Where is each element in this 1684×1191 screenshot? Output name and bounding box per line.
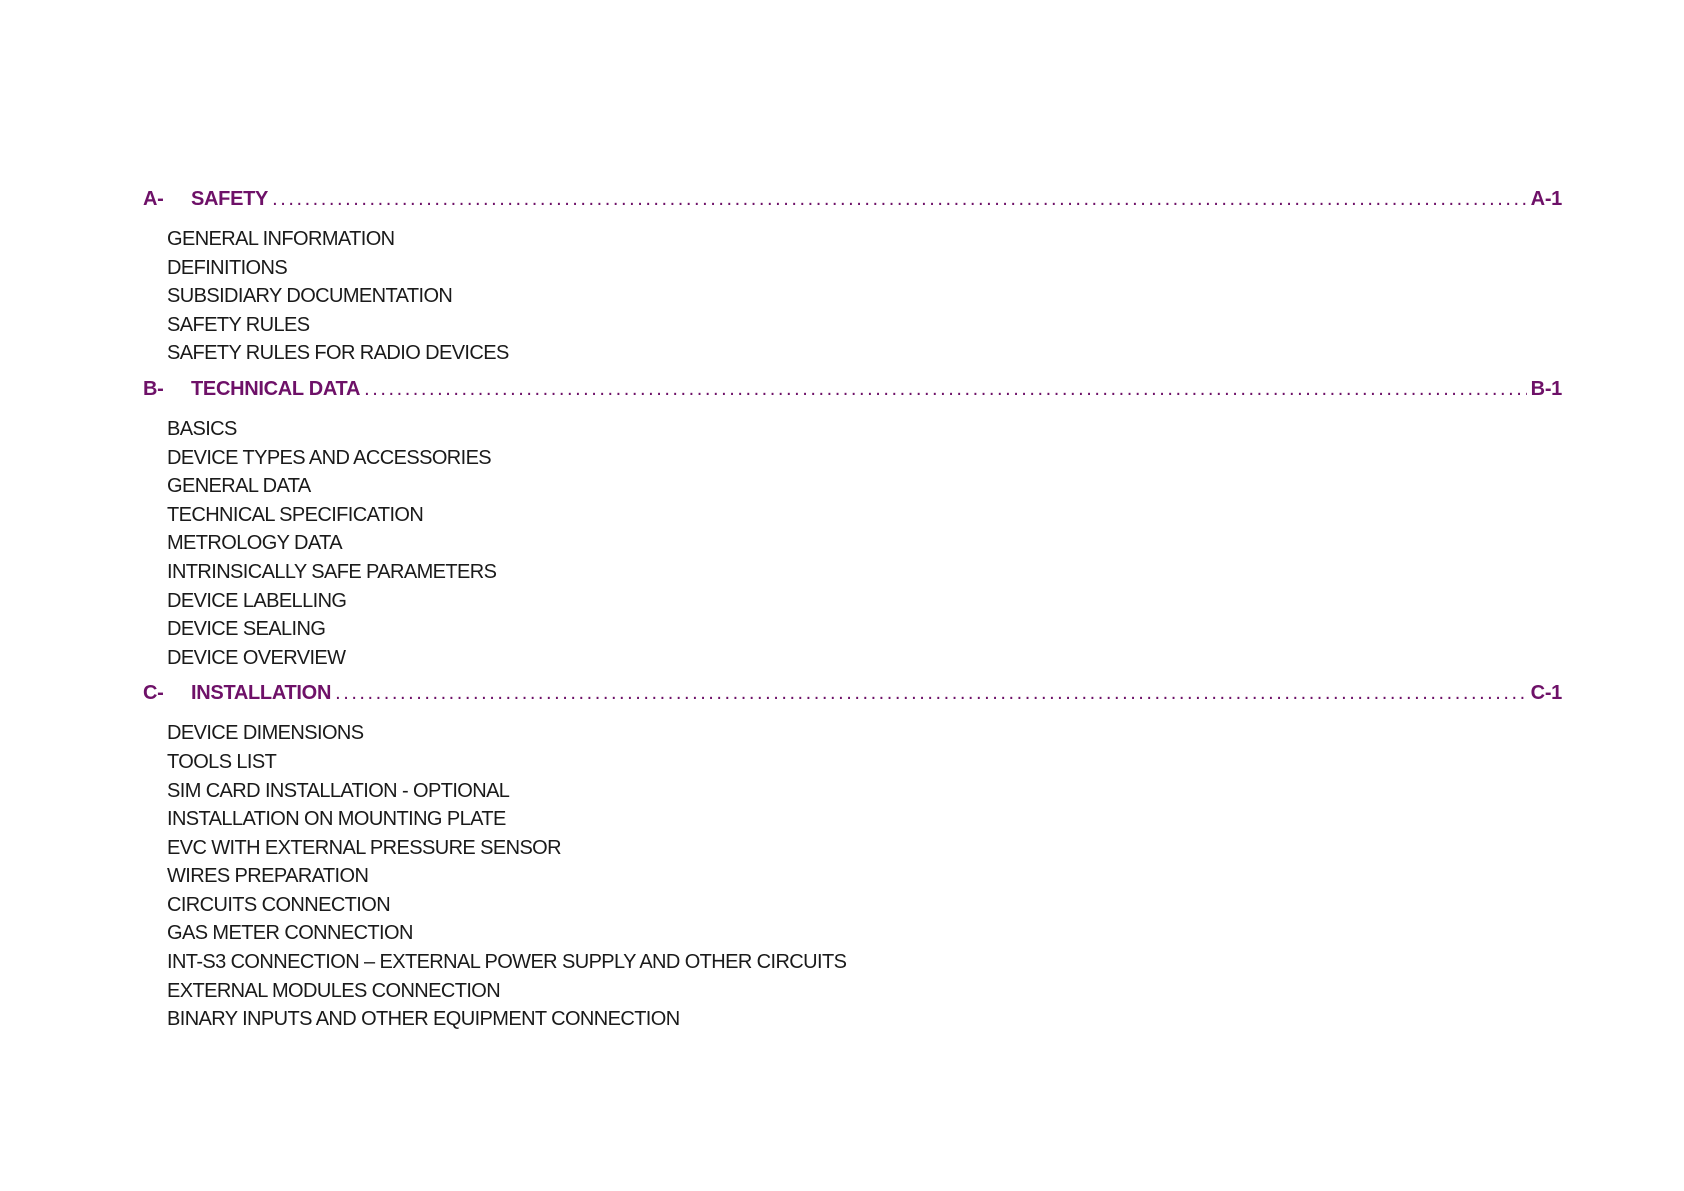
toc-item[interactable]: INSTALLATION ON MOUNTING PLATE	[167, 808, 506, 831]
toc-item[interactable]: EXTERNAL MODULES CONNECTION	[167, 979, 501, 1002]
section-page-number: C-1	[1530, 682, 1562, 705]
toc-item-list	[143, 719, 1562, 1034]
toc-item[interactable]: WIRES PREPARATION	[167, 865, 369, 888]
toc-item[interactable]: BASICS	[167, 417, 237, 440]
dot-leader	[272, 188, 1527, 211]
toc-item[interactable]: METROLOGY DATA	[167, 532, 342, 555]
toc-item[interactable]: SAFETY RULES FOR RADIO DEVICES	[167, 342, 509, 365]
toc-heading-technical-data[interactable]	[143, 378, 1562, 415]
toc-item[interactable]: SIM CARD INSTALLATION - OPTIONAL	[167, 779, 510, 802]
section-page-number: B-1	[1530, 377, 1562, 400]
toc-heading-safety[interactable]	[143, 188, 1562, 225]
toc-item[interactable]: GAS METER CONNECTION	[167, 922, 413, 945]
toc-item[interactable]: TOOLS LIST	[167, 750, 277, 773]
toc-item[interactable]: INT-S3 CONNECTION – EXTERNAL POWER SUPPLY AND OTHER CIRCUITS	[167, 951, 847, 974]
toc-item[interactable]: DEVICE SEALING	[167, 618, 326, 641]
section-letter: B-	[143, 377, 164, 400]
toc-item[interactable]: EVC WITH EXTERNAL PRESSURE SENSOR	[167, 836, 561, 859]
toc-item[interactable]: SUBSIDIARY DOCUMENTATION	[167, 285, 453, 308]
dot-leader	[335, 682, 1527, 705]
toc-item[interactable]: CIRCUITS CONNECTION	[167, 893, 391, 916]
toc-item[interactable]: GENERAL INFORMATION	[167, 228, 395, 250]
toc-item[interactable]: DEVICE LABELLING	[167, 589, 347, 612]
toc-item-list	[143, 415, 1562, 672]
section-letter: C-	[143, 682, 164, 705]
toc-item[interactable]: INTRINSICALLY SAFE PARAMETERS	[167, 560, 497, 583]
toc-section-c	[143, 682, 1562, 1034]
table-of-contents	[143, 188, 1562, 1044]
section-letter: A-	[143, 188, 164, 210]
section-title: INSTALLATION	[191, 682, 332, 705]
toc-section-a	[143, 188, 1562, 368]
section-title: TECHNICAL DATA	[191, 377, 361, 400]
toc-item[interactable]: DEFINITIONS	[167, 256, 288, 279]
toc-item[interactable]: DEVICE DIMENSIONS	[167, 722, 364, 745]
dot-leader	[364, 378, 1527, 401]
toc-heading-installation[interactable]	[143, 682, 1562, 719]
section-page-number: A-1	[1530, 188, 1562, 210]
toc-item[interactable]: DEVICE OVERVIEW	[167, 646, 346, 669]
toc-item-list	[143, 225, 1562, 368]
toc-item[interactable]: TECHNICAL SPECIFICATION	[167, 503, 424, 526]
toc-item[interactable]: GENERAL DATA	[167, 475, 311, 498]
toc-item[interactable]: DEVICE TYPES AND ACCESSORIES	[167, 446, 492, 469]
section-title: SAFETY	[191, 188, 269, 210]
toc-section-b	[143, 378, 1562, 672]
toc-item[interactable]: BINARY INPUTS AND OTHER EQUIPMENT CONNECTION	[167, 1008, 680, 1031]
toc-item[interactable]: SAFETY RULES	[167, 313, 310, 336]
